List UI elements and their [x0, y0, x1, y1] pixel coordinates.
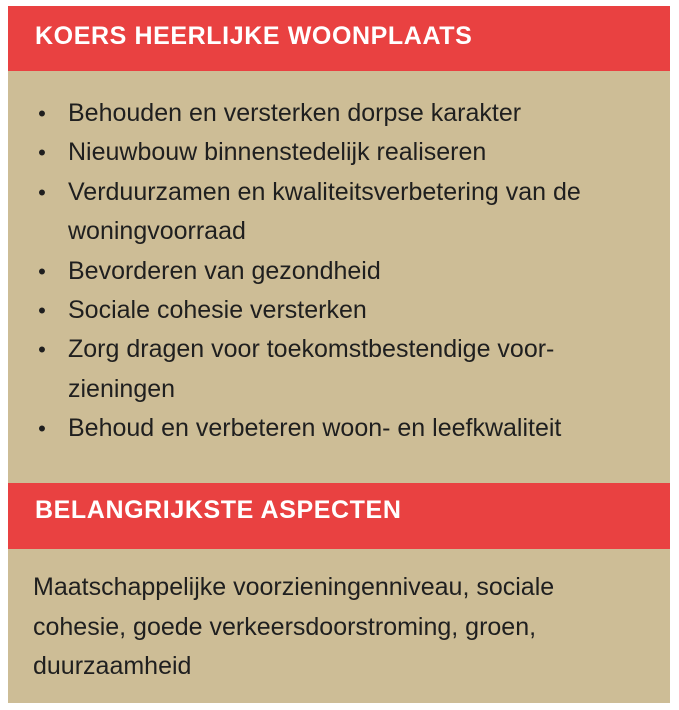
bullet-icon: • [38, 258, 46, 284]
list-item [8, 409, 670, 448]
section-title-aspecten: BELANGRIJKSTE ASPECTEN [35, 495, 402, 524]
list-item [8, 252, 670, 291]
section-title-koers: KOERS HEERLIJKE WOONPLAATS [35, 21, 473, 50]
list-item [8, 173, 670, 252]
list-item-text: Sociale cohesie versterken [68, 296, 367, 325]
info-panel [8, 6, 670, 703]
bullet-icon: • [38, 140, 46, 166]
list-item [8, 291, 670, 330]
section-header-koers [8, 6, 670, 71]
list-item [8, 94, 670, 133]
list-item-text: Zorg dragen voor toekomstbestendige voor-zieningen [68, 335, 555, 403]
bullet-icon: • [38, 101, 46, 126]
bullet-icon: • [38, 337, 46, 363]
section-header-aspecten [8, 483, 670, 549]
bullet-icon: • [38, 416, 46, 442]
list-item-text: Nieuwbouw binnenstedelijk realiseren [68, 138, 487, 167]
aspects-text: Maatschappelijke voorzieningenniveau, sociale cohesie, goede verkeersdoorstroming, groen, duurzaamheid [33, 573, 555, 680]
list-item-text: Behouden en versterken dorpse karakter [68, 99, 522, 127]
koers-list [8, 94, 670, 449]
bullet-icon: • [38, 179, 46, 205]
list-item-text: Bevorderen van gezondheid [68, 256, 381, 285]
list-item [8, 330, 670, 409]
list-item-text: Verduurzamen en kwaliteitsverbetering van de woningvoorraad [68, 177, 581, 246]
bullet-icon: • [38, 298, 46, 324]
list-item-text: Behoud en verbeteren woon- en leefkwaliteit [68, 414, 562, 443]
list-item [8, 133, 670, 172]
